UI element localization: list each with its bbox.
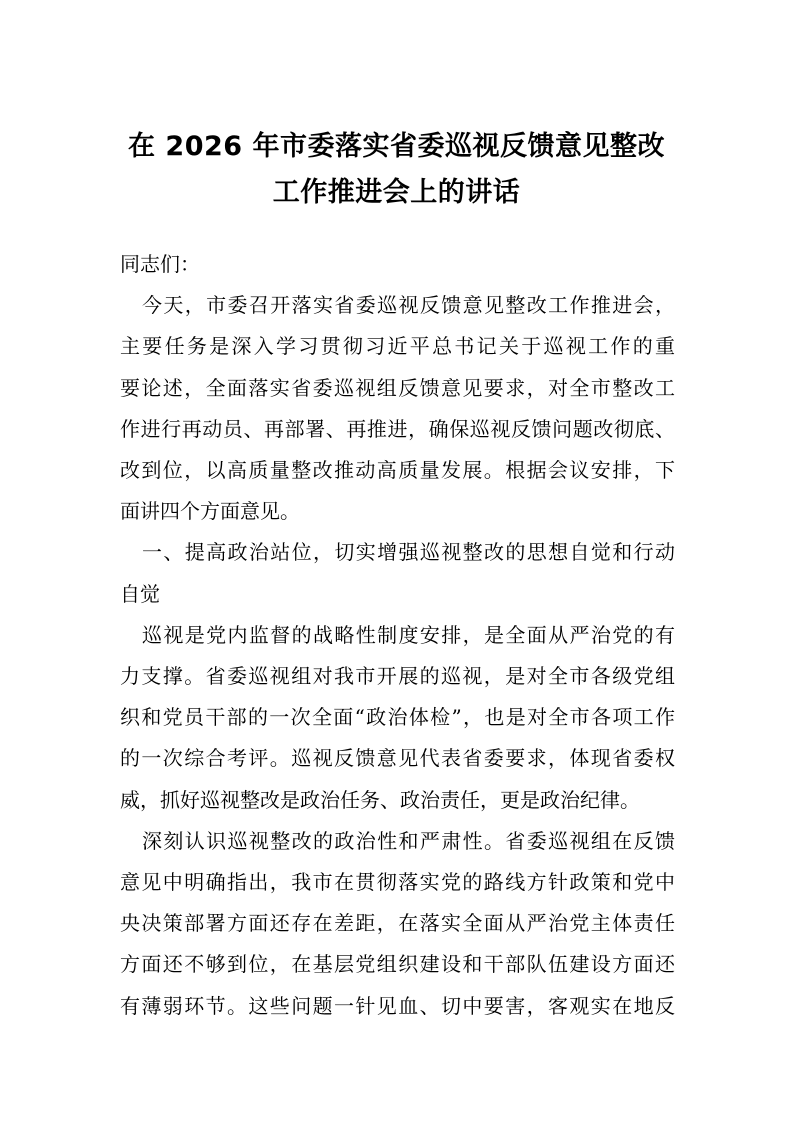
body-text-line: 央决策部署方面还存在差距，在落实全面从严治党主体责任 — [120, 911, 675, 936]
body-text-line: 威，抓好巡视整改是政治任务、政治责任，更是政治纪律。 — [120, 787, 640, 812]
body-text-line: 织和党员干部的一次全面“政治体检”，也是对全市各项工作 — [120, 705, 675, 730]
body-text-line: 有薄弱环节。这些问题一针见血、切中要害，客观实在地反 — [120, 993, 675, 1018]
document-title-line-1: 在 2026 年市委落实省委巡视反馈意见整改 — [128, 131, 665, 162]
body-text-line: 改到位，以高质量整改推动高质量发展。根据会议安排，下 — [120, 458, 675, 482]
body-text-line: 作进行再动员、再部署、再推进，确保巡视反馈问题改彻底、 — [120, 416, 675, 441]
body-text-line: 自觉 — [120, 581, 160, 606]
body-text-line: 主要任务是深入学习贯彻习近平总书记关于巡视工作的重 — [120, 334, 675, 359]
body-text-line: 要论述，全面落实省委巡视组反馈意见要求，对全市整改工 — [120, 375, 675, 400]
body-text-line: 面讲四个方面意见。 — [120, 499, 300, 524]
body-text-line: 深刻认识巡视整改的政治性和严肃性。省委巡视组在反馈 — [142, 828, 675, 853]
body-text-line: 同志们： — [120, 252, 200, 276]
body-text-line: 力支撑。省委巡视组对我市开展的巡视，是对全市各级党组 — [120, 664, 675, 688]
document-title-line-2: 工作推进会上的讲话 — [272, 177, 521, 208]
body-text-line: 巡视是党内监督的战略性制度安排，是全面从严治党的有 — [142, 622, 675, 647]
body-text-line: 方面还不够到位，在基层党组织建设和干部队伍建设方面还 — [120, 952, 675, 977]
body-text-line: 今天，市委召开落实省委巡视反馈意见整改工作推进会， — [142, 293, 675, 318]
body-text-line: 一、提高政治站位，切实增强巡视整改的思想自觉和行动 — [142, 540, 675, 565]
body-text-line: 的一次综合考评。巡视反馈意见代表省委要求，体现省委权 — [120, 746, 675, 771]
body-text-line: 意见中明确指出，我市在贯彻落实党的路线方针政策和党中 — [120, 870, 675, 894]
